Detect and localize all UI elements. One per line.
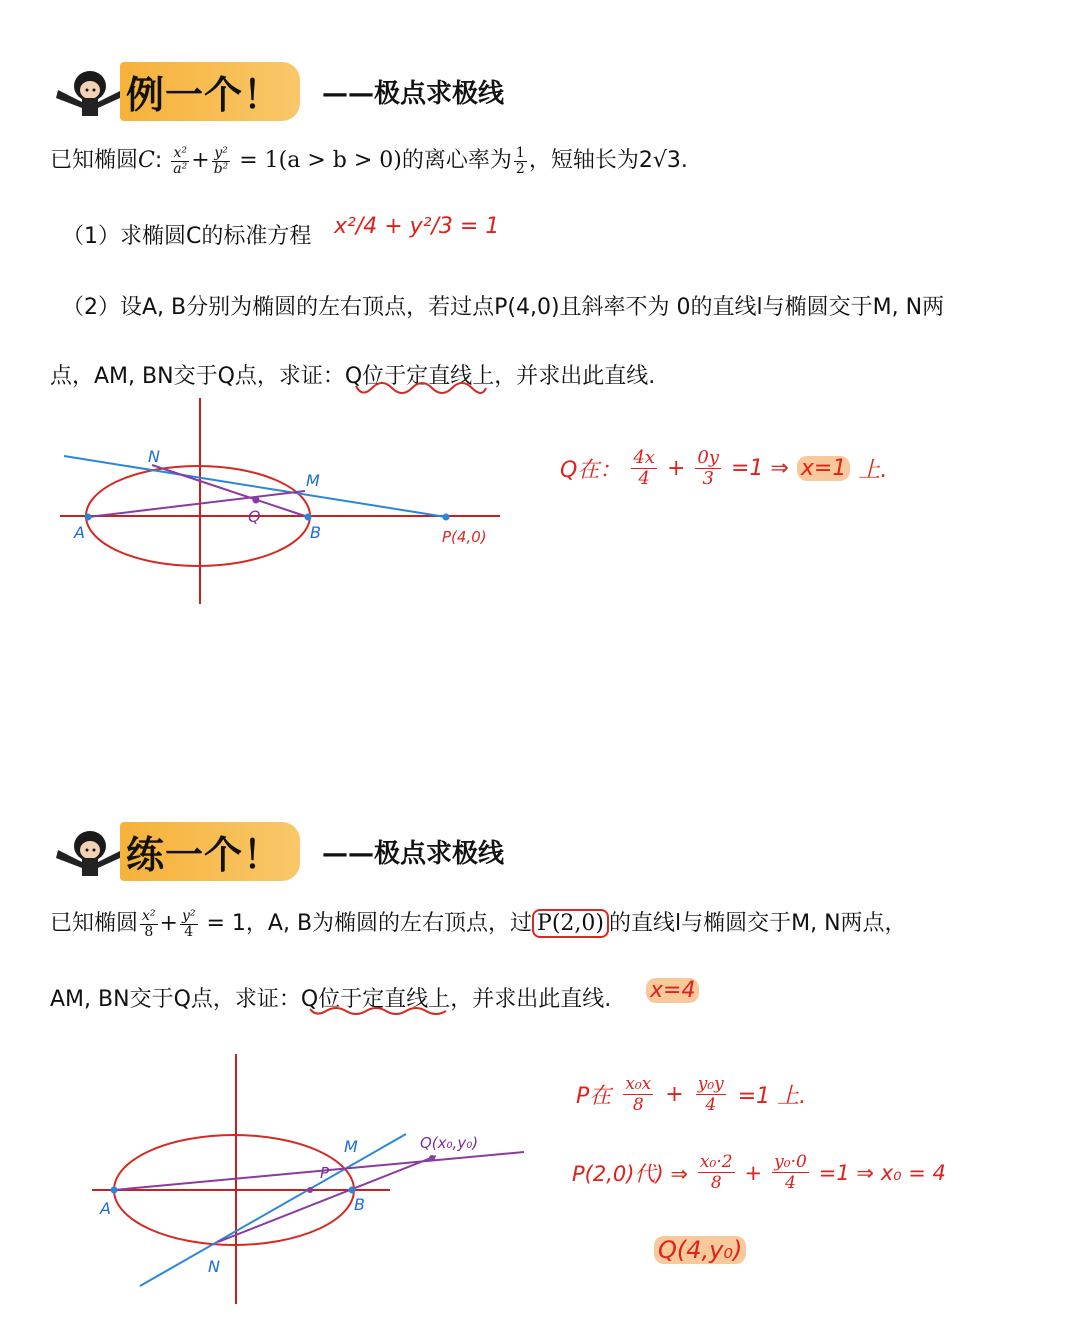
equation-rest: = 1(a > b > 0) [232, 148, 402, 173]
section2-note1: P在 $\frac{\text{x₀x}}{8}$ + $\frac{\text{y₀y}}{4}$ =1 上. [576, 1074, 807, 1115]
point-p [443, 514, 450, 521]
label-b: B [354, 1195, 365, 1214]
label-m: M [306, 471, 320, 490]
highlighted-answer: x=1 [797, 456, 850, 481]
frac-x-over-8: $\frac{\text{x²}}{8}$ [142, 907, 156, 940]
point-p [307, 1187, 313, 1193]
label-a: A [100, 1199, 111, 1218]
label-q: Q [248, 507, 261, 526]
point-b [349, 1187, 356, 1194]
student-mascot-icon [52, 64, 122, 120]
problem-prefix: 已知椭圆 [50, 148, 139, 173]
section2-note3: Q(4,y₀) [654, 1236, 746, 1264]
section1-badge [120, 62, 300, 121]
eccentricity-label: 的离心率为 [401, 148, 512, 173]
section2-banner [52, 822, 504, 881]
section2-title: ——极点求极线 [322, 839, 505, 869]
section1-banner [52, 62, 504, 121]
line-am [88, 491, 305, 517]
section1-title: ——极点求极线 [322, 79, 505, 109]
point-q [429, 1155, 435, 1161]
label-p: P(4,0) [442, 528, 487, 546]
wavy-underline-2 [306, 1003, 456, 1023]
point-q [253, 497, 260, 504]
frac-x-over-a: $\frac{\text{x²}}{\text{a²}}$ [173, 144, 188, 177]
section1-problem-statement: 已知椭圆C: $\frac{\text{x²}}{\text{a²}}$ + $\frac{\text{y²}}{\text{b²}}$ = 1(a > b > 0)的离心率为 $\frac{1}{2}$ ，短轴长为2√3. [50, 144, 688, 177]
label-p: P [320, 1164, 330, 1182]
label-q: Q(x₀,y₀) [420, 1134, 479, 1152]
label-b: B [310, 523, 321, 542]
label-m: M [344, 1137, 358, 1156]
section2-note2: P(2,0)代) ⇒ $\frac{\text{x₀·2}}{8}$ + $\frac{\text{y₀·0}}{4}$ =1 ⇒ x₀ = 4 [572, 1152, 946, 1193]
part1-handwritten-answer: x²/4 + y²/3 = 1 [334, 214, 500, 239]
label-n: N [148, 447, 160, 466]
circled-point-p: P(2,0) [532, 909, 609, 938]
section2-problem-line1: 已知椭圆 $\frac{\text{x²}}{8}$ + $\frac{\text{y²}}{4}$ = 1，A, B为椭圆的左右顶点，过 P(2,0) 的直线l与椭圆交于M, N两点， [50, 907, 907, 940]
line-l [140, 1134, 406, 1286]
point-a [111, 1187, 118, 1194]
section2-badge-text: 练一个！ [126, 833, 283, 877]
section2-answer-note: x=4 [646, 978, 699, 1003]
section1-badge-text: 例一个！ [126, 73, 283, 117]
frac-y-over-b: $\frac{\text{y²}}{\text{b²}}$ [213, 144, 229, 177]
part1-question: （1）求椭圆C的标准方程 [62, 224, 312, 249]
label-a: A [74, 523, 85, 542]
section1-handwritten-note: Q在： $\frac{4x}{4}$ + $\frac{0y}{3}$ =1 ⇒ x=1 上. [560, 447, 888, 489]
frac-y-over-4: $\frac{\text{y²}}{4}$ [181, 907, 196, 940]
section2-badge [120, 822, 300, 881]
point-a [85, 514, 92, 521]
part2-question-line1: （2）设A, B分别为椭圆的左右顶点，若过点P(4,0)且斜率不为 0的直线l与椭圆交于M, N两 [62, 295, 945, 320]
ellipse-name: C [138, 148, 155, 173]
diagram1 [50, 392, 550, 612]
section2-problem-line2: AM, BN交于Q点，求证：Q位于定直线上，并求出此直线. [50, 987, 612, 1012]
minor-axis-text: ，短轴长为2√3. [528, 148, 688, 173]
point-b [305, 514, 312, 521]
eccentricity-value: $\frac{1}{2}$ [515, 144, 525, 177]
label-n: N [208, 1257, 220, 1276]
student-mascot-icon [52, 824, 122, 880]
diagram2 [80, 1050, 550, 1310]
part2-question-line2: 点，AM, BN交于Q点，求证：Q位于定直线上，并求出此直线. [50, 364, 656, 389]
